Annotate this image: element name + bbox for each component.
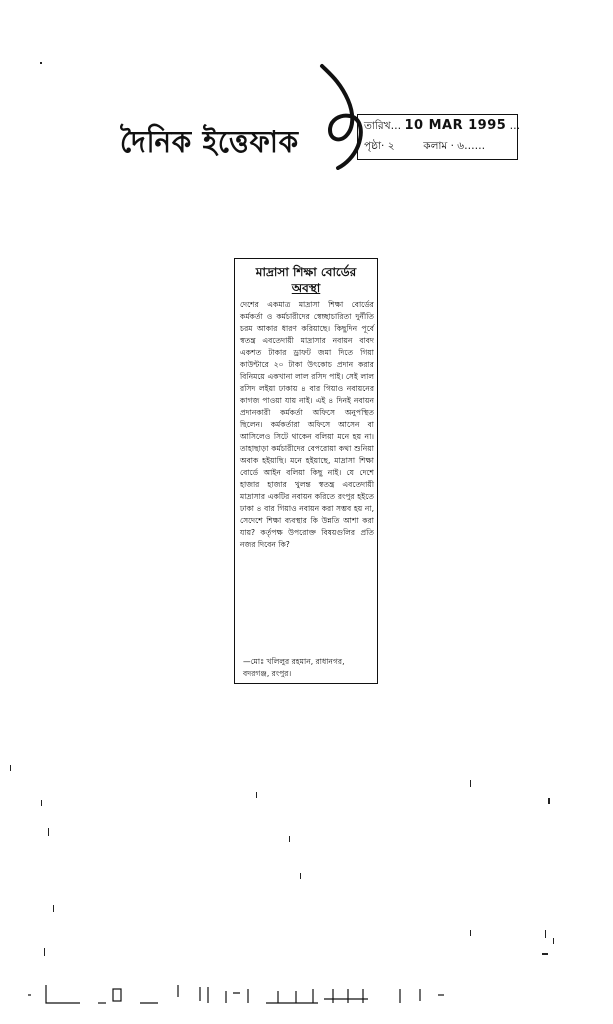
page-value: ২ <box>387 140 395 152</box>
headline-line-2: অবস্থা <box>291 281 321 295</box>
date-value: 10 MAR 1995 <box>404 118 507 133</box>
headline-line-1: মাদ্রাসা শিক্ষা বোর্ডের <box>255 265 357 279</box>
newspaper-masthead: দৈনিক ইত্তেফাক <box>120 125 299 160</box>
clipping-body: দেশের একমাত্র মাদ্রাসা শিক্ষা বোর্ডের কর্মকর্তা ও কর্মচারীদের স্বেচ্ছাচারিতা দুর্নীতি চরম আকার ধারণ করিয়াছে। কিছুদিন পূর্বে স্বতন্ত্র এবতেদায়ী মাদ্রাসার নবায়ন বাবদ একশত টাকার ড্রাফট জমা দিতে গিয়া কাউন্টারে ২০ টাকা উৎকোচ প্রদান করার বিনিময়ে একখানা লাল রসিদ পাই। সেই লাল রসিদ লইয়া ঢাকায় ৪ বার গিয়াও নবায়নের কাগজ পাওয়া যায় নাই। এই ৪ দিনই নবায়ন প্রদানকারী কর্মকর্তা অফিসে অনুপস্থিত ছিলেন। কর্মকর্তারা অফিসে আসেন বা আসিলেও সিটে থাকেন বলিয়া মনে হয় না। তাহাছাড়া কর্মচারীদের বেপরোয়া কথা শুনিয়া অবাক হইয়াছি। মনে হইয়াছে, মাদ্রাসা শিক্ষা বোর্ডে আইন বলিয়া কিছু নাই। যে দেশে হাজার হাজার খুলন্ত স্বতন্ত্র এবতেদায়ী মাদ্রাসার একটির নবায়ন করিতে রংপুর হইতে ঢাকা ৪ বার গিয়াও নবায়ন করা সম্ভব হয় না, সেদেশে শিক্ষা ব্যবস্থার কি উন্নতি আশা করা যায়? কর্তৃপক্ষ উপরোক্ত বিষয়গুলির প্রতি নজর দিবেন কি? <box>240 300 374 549</box>
date-label: তারিখ <box>364 120 391 132</box>
clipping-signature: —মোঃ খলিলুর রহমান, রাধানগর, বদরগঞ্জ, রংপুর। <box>243 657 345 678</box>
clipping-stamp: তারিখ… 10 MAR 1995 … পৃষ্ঠা· ২ কলাম · ৬…… <box>357 114 518 160</box>
news-clipping <box>234 258 378 684</box>
column-label: কলাম <box>423 140 448 152</box>
scan-bottom-strip <box>28 983 458 1007</box>
clipping-headline <box>239 264 373 296</box>
column-value: ৬ <box>457 140 465 152</box>
page-label: পৃষ্ঠা <box>364 140 382 152</box>
